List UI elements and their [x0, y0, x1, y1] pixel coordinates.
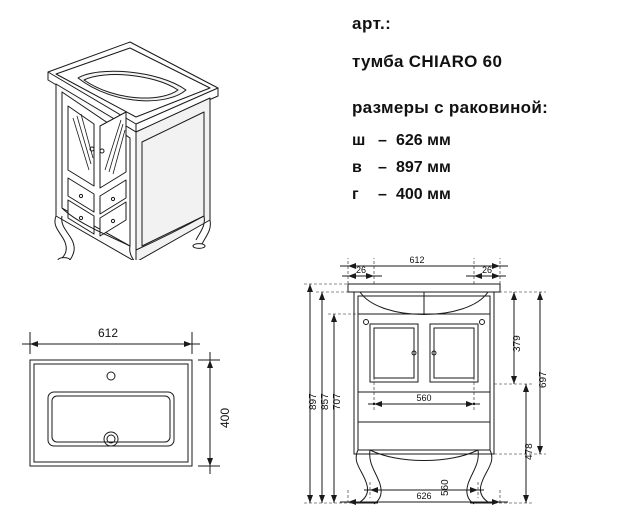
perspective-view: [18, 20, 338, 260]
top-view: [8, 318, 238, 488]
top-view-width-label: 612: [98, 326, 119, 340]
front-left-inset-label: 26: [355, 265, 367, 275]
top-view-depth-label: 400: [218, 407, 232, 428]
front-foot-width-label: 560: [440, 479, 451, 496]
front-right-inset-label: 26: [481, 265, 493, 275]
front-h707-label: 707: [332, 393, 343, 410]
front-h697-label: 697: [538, 371, 549, 388]
front-h379-label: 379: [512, 335, 523, 352]
dimension-dash: –: [378, 186, 387, 203]
top-view-drawing: [8, 318, 238, 488]
front-view-drawing: [288, 252, 628, 510]
dimension-row-width: [352, 132, 622, 150]
dimension-value: 400 мм: [396, 186, 451, 203]
front-total-height-label: 897: [308, 393, 319, 410]
dimension-dash: –: [378, 132, 387, 149]
perspective-drawing: [18, 20, 338, 260]
dimension-key: г: [352, 186, 359, 203]
product-title: тумба CHIARO 60: [352, 52, 503, 71]
article-label: арт.:: [352, 14, 392, 33]
front-view: [288, 252, 628, 510]
dimension-row-height: [352, 159, 622, 177]
front-h857-label: 857: [320, 393, 331, 410]
dimensions-header: размеры с раковиной:: [352, 98, 549, 117]
spec-block: [352, 14, 622, 213]
dimension-row-depth: [352, 186, 622, 204]
front-h478-label: 478: [524, 443, 535, 460]
dimension-dash: –: [378, 159, 387, 176]
dimension-value: 897 мм: [396, 159, 451, 176]
dimension-value: 626 мм: [396, 132, 451, 149]
front-inner-width-label: 560: [416, 393, 432, 403]
front-bottom-width-label: 626: [416, 491, 432, 501]
front-overall-top-width-label: 612: [409, 255, 425, 265]
dimension-key: в: [352, 159, 362, 176]
dimension-key: ш: [352, 132, 366, 149]
